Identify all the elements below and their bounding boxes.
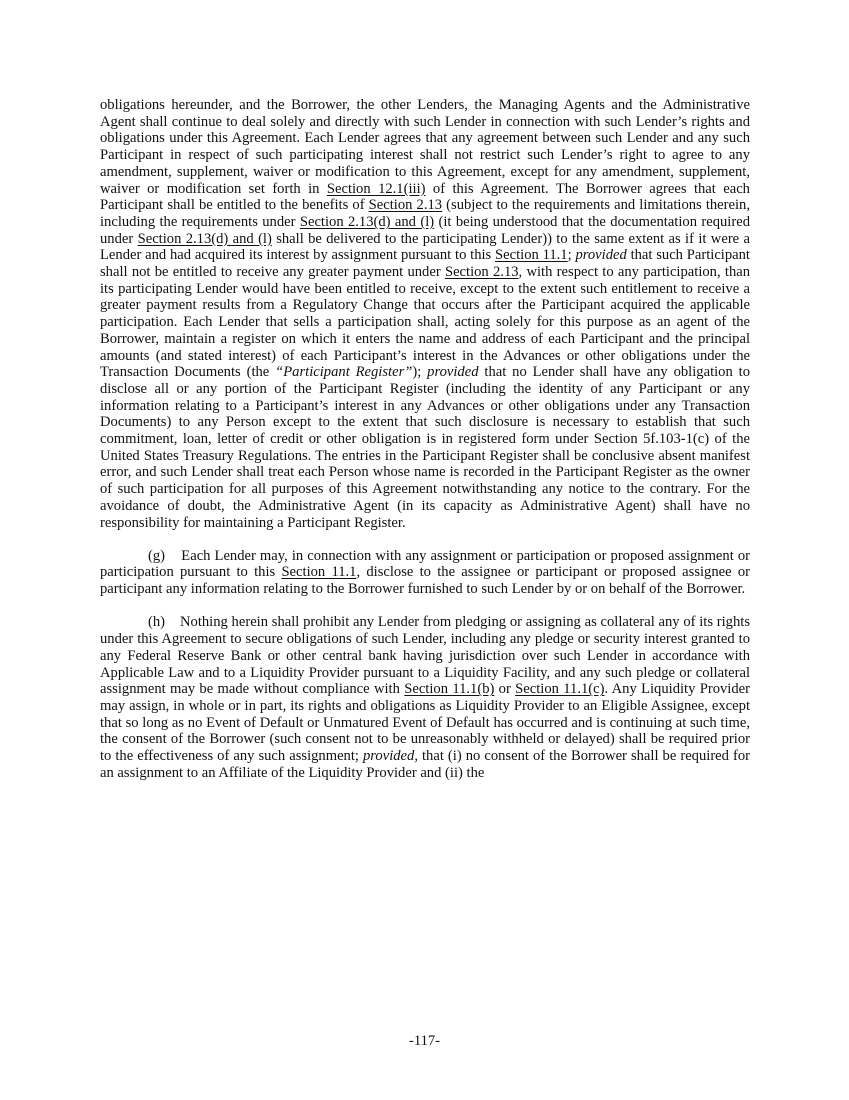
paragraph-gap [100, 531, 750, 548]
text-run: (subject to the requirements and limitations therein, including the requirements under [100, 197, 750, 230]
text-run: of this Agreement. The Borrower agrees that each Participant shall be entitled to the benefits of [100, 180, 750, 214]
section-reference: Section 11.1 [281, 564, 357, 581]
text-run: that no Lender shall have any obligation to disclose all or any portion of the Participant Register (including the identity of any Participant or any information relating to a Participant’s interest in any Advances or other obligations under any Transaction Documents) to any Person except to the extent that such disclosure is necessary to establish that such commitment, loan, letter of credit or other obligation is in registered form under Section 5f.103-1(c) of the United States Treasury Regulations. The entries in the Participant Register shall be conclusive absent manifest error, and such Lender shall treat each Person whose name is recorded in the Participant Register as the owner of such participation for all purposes of this Agreement notwithstanding any notice to the contrary. For the avoidance of doubt, the Administrative Agent (in its capacity as Administrative Agent) shall have no responsibility for maintaining a Participant Register. [100, 364, 750, 531]
paragraph-g [100, 548, 750, 598]
paragraph-h [100, 614, 750, 781]
emphasized-term: provided [362, 748, 415, 765]
section-reference: Section 11.1 [495, 247, 568, 264]
text-run: (it being understood that the documentation required under [100, 213, 750, 247]
emphasized-term: provided [575, 247, 627, 264]
text-run: that such Participant shall not be entitled to receive any greater payment under [100, 247, 750, 281]
text-run: , disclose to the assignee or participant or proposed assignee or participant any information relating to the Borrower furnished to such Lender by or on behalf of the Borrower. [100, 564, 751, 598]
section-reference: Section 2.13 [368, 197, 443, 214]
text-run: ); [412, 364, 428, 381]
section-reference: Section 12.1(iii) [326, 180, 426, 197]
text-run: , with respect to any participation, than its participating Lender would have been entitled to receive, except to the extent such entitlement to receive a greater payment results from a Regulatory Change that occurs after the Participant acquired the applicable participation. Each Lender that sells a participation shall, acting solely for this purpose as an agent of the Borrower, maintain a register on which it enters the name and address of each Participant and the principal amounts (and stated interest) of each Participant’s interest in the Advances or other obligations under the Transaction Documents (the [100, 264, 751, 381]
paragraph-gap [100, 598, 750, 615]
section-reference: Section 11.1(c) [515, 681, 605, 698]
emphasized-term: provided [427, 364, 479, 381]
text-run: (h) Nothing herein shall prohibit any Lender from pledging or assigning as collateral any of its rights under this Agreement to secure obligations of such Lender, including any pledge or security interest granted to any Federal Reserve Bank or other central bank having jurisdiction over such Lender in accordance with Applicable Law and to a Liquidity Provider pursuant to a Liquidity Facility, and any such pledge or collateral assignment may be made without compliance with [100, 614, 750, 698]
section-reference: Section 2.13(d) and (l) [299, 213, 435, 230]
section-reference: Section 2.13 [444, 264, 519, 281]
emphasized-term: “Participant Register” [275, 364, 413, 381]
text-run: shall be delivered to the participating Lender)) to the same extent as if it were a Lender and had acquired its interest by assignment pursuant to this [100, 230, 750, 264]
document-body [100, 97, 750, 781]
page-number: -117- [408, 1033, 441, 1049]
text-run: . Any Liquidity Provider may assign, in whole or in part, its rights and obligations as Liquidity Provider to an Eligible Assignee, except that so long as no Event of Default or Unmatured Event of Default has occurred and is continuing at such time, the consent of the Borrower (such consent not to be unreasonably withheld or delayed) shall be required prior to the effectiveness of any such assignment; [100, 681, 750, 765]
text-run: or [494, 681, 516, 698]
text-run: (g) Each Lender may, in connection with any assignment or participation or proposed assignment or participation pursuant to this [100, 547, 750, 581]
text-run: ; [567, 247, 576, 264]
section-reference: Section 2.13(d) and (l) [137, 230, 272, 247]
paragraph-f-continuation [100, 97, 750, 531]
section-reference: Section 11.1(b) [404, 681, 495, 698]
text-run: obligations hereunder, and the Borrower, the other Lenders, the Managing Agents and the Administrative Agent shall continue to deal solely and directly with such Lender in connection with such Lender’s rights and obligations under this Agreement. Each Lender agrees that any agreement between such Lender and any such Participant in respect of such participating interest shall not restrict such Lender’s right to agree to any amendment, supplement, waiver or modification to this Agreement, except for any amendment, supplement, waiver or modification set forth in [100, 97, 750, 197]
text-run: , that (i) no consent of the Borrower shall be required for an assignment to an Affiliate of the Liquidity Provider and (ii) the [100, 748, 750, 781]
